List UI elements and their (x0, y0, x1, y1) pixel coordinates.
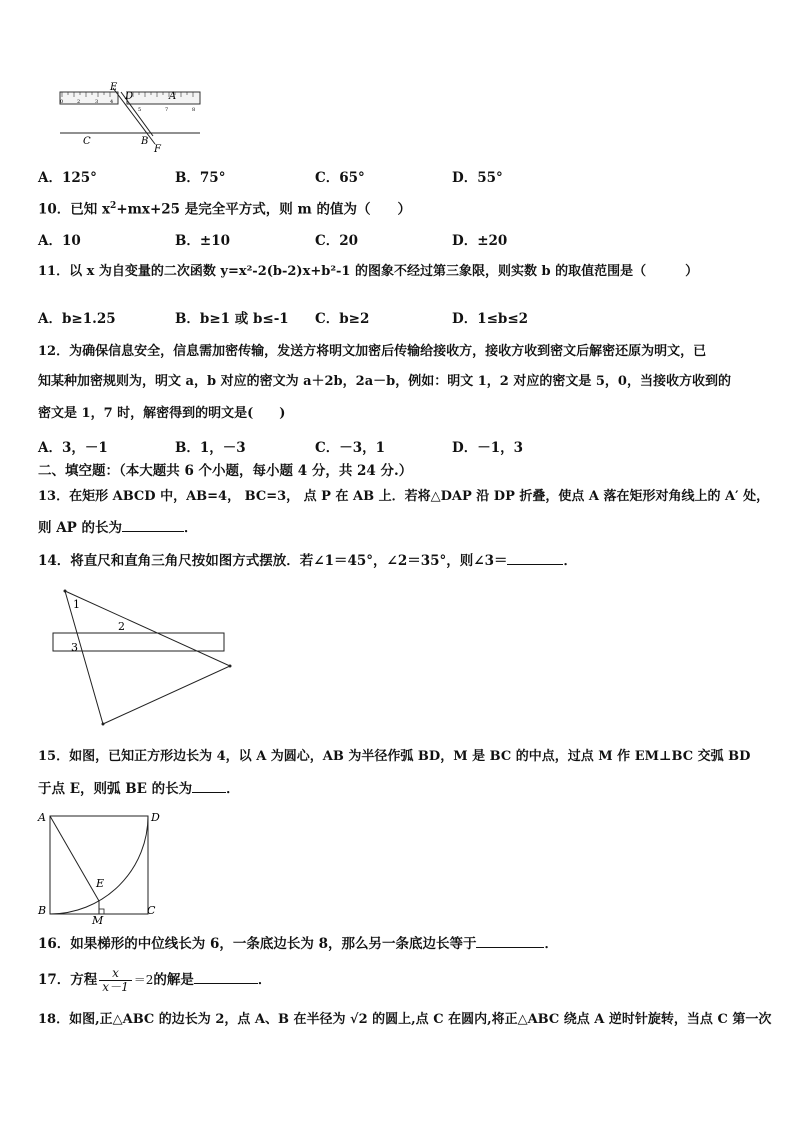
segment-ae (50, 816, 99, 901)
q12-option-b: B．1，－3 (175, 440, 246, 456)
figure-q15-square-arc (35, 808, 165, 926)
label-E: E (96, 877, 105, 890)
q13-line2 (38, 517, 198, 538)
q15-answer-blank[interactable] (192, 778, 226, 793)
q12-line1: 12．为确保信息安全，信息需加密传输，发送方将明文加密后传输给接收方，接收方收到密文后解密还原为明文，已 (38, 344, 707, 359)
q12-line3: 密文是 1，7 时，解密得到的明文是( ) (38, 406, 286, 421)
figure-q14-triangle-ruler (45, 585, 240, 730)
tick-5: 5 (138, 107, 142, 113)
label-A: A (38, 811, 46, 824)
q14-text: 14．将直尺和直角三角尺按如图方式摆放．若∠1＝45°，∠2＝35°，则∠3＝ (38, 553, 508, 569)
ruler-rect (53, 633, 224, 651)
q17-post: 的解是 (153, 972, 194, 988)
q14-end: ． (563, 553, 577, 569)
label-A: A (169, 91, 177, 102)
q12-line2: 知某种加密规则为，明文 a，b 对应的密文为 a＋2b，2a－b，例如：明文 1，2 对应的密文是 5，0，当接收方收到的 (38, 374, 731, 389)
tick-2: 2 (77, 99, 81, 105)
q16-end: ． (544, 936, 558, 952)
q15-end: ． (226, 781, 240, 797)
q13-text: 则 AP 的长为 (38, 520, 123, 536)
q13-answer-blank[interactable] (122, 517, 184, 532)
q13-line1: 13．在矩形 ABCD 中，AB=4， BC=3， 点 P 在 AB 上．若将△DAP 沿 DP 折叠，使点 A 落在矩形对角线上的 A′ 处， (38, 489, 770, 504)
q15-line1: 15．如图，已知正方形边长为 4，以 A 为圆心，AB 为半径作弧 BD，M 是 BC 的中点，过点 M 作 EM⊥BC 交弧 BD (38, 749, 751, 764)
q17-stem (38, 962, 271, 998)
q12-option-c: C．－3，1 (315, 440, 386, 456)
q9-option-b: B．75° (175, 170, 226, 186)
q10-option-a: A．10 (38, 233, 81, 249)
q11-stem: 11．以 x 为自变量的二次函数 y=x²-2(b-2)x+b²-1 的图象不经过第三象限，则实数 b 的取值范围是（ ） (38, 264, 699, 279)
q17-denominator: x－1 (102, 980, 129, 994)
q11-option-b: B．b≥1 或 b≤-1 (175, 311, 289, 327)
triangle (65, 591, 230, 724)
q9-option-c: C．65° (315, 170, 365, 186)
label-D: D (151, 811, 160, 824)
label-M: M (92, 914, 104, 926)
q14-answer-blank[interactable] (507, 550, 563, 565)
tick-3: 3 (95, 99, 99, 105)
q15-line2 (38, 778, 240, 799)
tick-7: 7 (165, 107, 169, 113)
q10-sup: 2 (110, 201, 117, 211)
q9-option-a: A．125° (38, 170, 97, 186)
q9-option-d: D．55° (452, 170, 503, 186)
q11-option-c: C．b≥2 (315, 311, 370, 327)
arc-bd (50, 816, 148, 914)
q13-end: ． (184, 520, 198, 536)
q17-numerator: x (99, 967, 131, 981)
label-F: F (154, 144, 161, 155)
q17-answer-blank[interactable] (194, 969, 258, 984)
q16-stem (38, 933, 558, 954)
label-C: C (83, 136, 91, 147)
label-B: B (141, 136, 149, 147)
label-B: B (38, 904, 47, 917)
label-D: D (125, 91, 134, 102)
label-C: C (147, 904, 156, 917)
q17-fraction (99, 967, 131, 994)
tick-8: 8 (192, 107, 196, 113)
tick-4: 4 (110, 99, 114, 105)
label-E: E (110, 82, 118, 93)
q10-stem (38, 196, 411, 220)
q10-stem-post: +mx+25 是完全平方式，则 m 的值为（ ） (116, 201, 411, 218)
section-2-heading: 二、填空题：（本大题共 6 个小题，每小题 4 分，共 24 分.） (38, 463, 413, 479)
q15-text: 于点 E，则弧 BE 的长为 (38, 781, 193, 797)
q17-pre: 17．方程 (38, 972, 98, 988)
q10-stem-pre: 10．已知 x (38, 201, 111, 218)
ruler-right-body (127, 92, 200, 104)
q10-option-b: B．±10 (175, 233, 231, 249)
q11-option-d: D．1≤b≤2 (452, 311, 529, 327)
q10-option-d: D．±20 (452, 233, 508, 249)
figure-q9-ruler (55, 80, 205, 155)
q16-answer-blank[interactable] (476, 933, 544, 948)
q10-option-c: C．20 (315, 233, 359, 249)
q14-stem (38, 550, 577, 571)
q18-stem: 18．如图,正△ABC 的边长为 2，点 A、B 在半径为 √2 的圆上,点 C 在圆内,将正△ABC 绕点 A 逆时针旋转，当点 C 第一次 (38, 1012, 772, 1027)
q17-end: ． (257, 972, 272, 988)
q12-option-d: D．－1，3 (452, 440, 523, 456)
angle-label-1: 1 (73, 598, 80, 611)
q17-eq: ＝2 (133, 973, 154, 987)
angle-label-3: 3 (71, 641, 78, 654)
angle-label-2: 2 (118, 620, 125, 633)
q11-option-a: A．b≥1.25 (38, 311, 116, 327)
tick-0: 0 (60, 99, 64, 105)
q16-text: 16．如果梯形的中位线长为 6，一条底边长为 8，那么另一条底边长等于 (38, 936, 477, 952)
square (50, 816, 148, 914)
q12-option-a: A．3，－1 (38, 440, 108, 456)
